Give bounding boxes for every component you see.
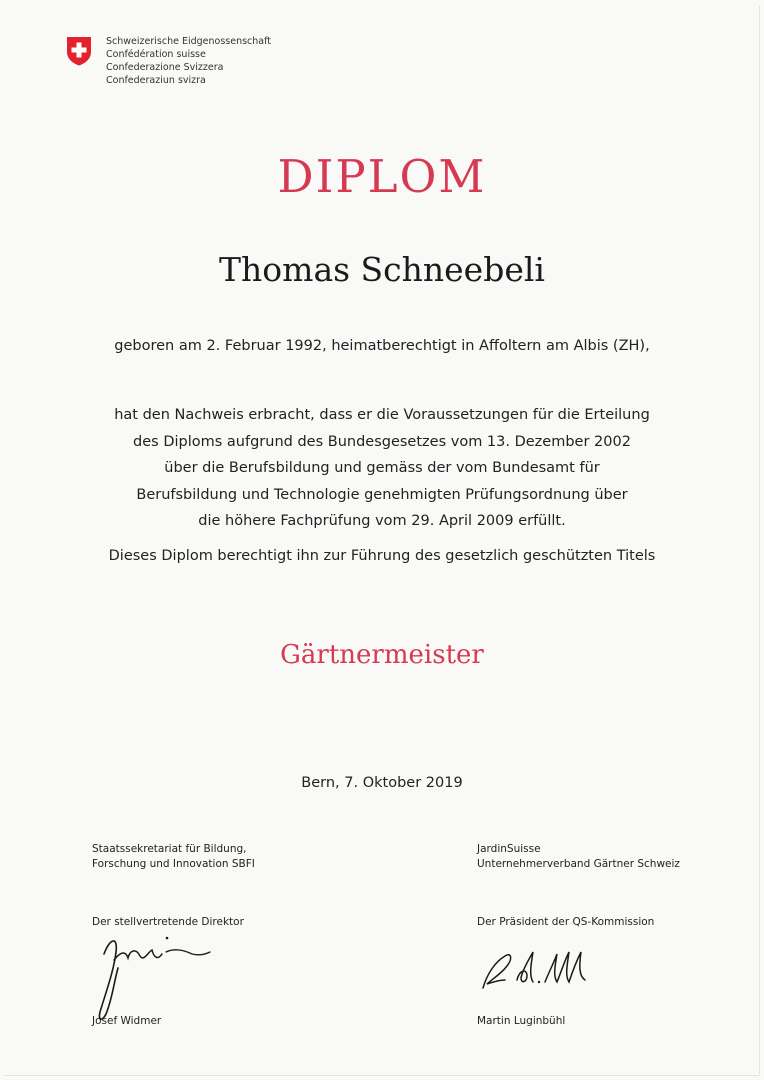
- degree-title: Gärtnermeister: [280, 640, 484, 670]
- federation-line-rm: Confederaziun svizra: [106, 75, 206, 86]
- place-date: Bern, 7. Oktober 2019: [301, 775, 463, 791]
- institution-line: Staatssekretariat für Bildung,: [92, 843, 247, 855]
- body-line: Berufsbildung und Technologie genehmigten Prüfungsordnung über: [136, 486, 628, 503]
- signatory-name: Martin Luginbühl: [477, 1015, 566, 1027]
- institution-line: Unternehmerverband Gärtner Schweiz: [477, 858, 680, 870]
- signatory-left: [92, 842, 332, 1027]
- swiss-cross-shield-icon: [65, 35, 93, 67]
- federation-line-fr: Confédération suisse: [106, 49, 206, 60]
- page-edge-bottom: [4, 1075, 760, 1076]
- signatory-role: Der stellvertretende Direktor: [92, 916, 244, 928]
- federation-name-block: [106, 35, 271, 87]
- birth-line: geboren am 2. Februar 1992, heimatberechtigt in Affoltern am Albis (ZH),: [114, 338, 650, 354]
- signatory-name: Josef Widmer: [92, 1015, 162, 1027]
- signatory-right: [477, 842, 717, 1027]
- body-line: des Diploms aufgrund des Bundesgesetzes vom 13. Dezember 2002: [133, 433, 631, 450]
- recipient-name: Thomas Schneebeli: [219, 250, 545, 289]
- federation-line-de: Schweizerische Eidgenossenschaft: [106, 36, 272, 47]
- handwritten-signature-right: [477, 946, 592, 996]
- body-line: die höhere Fachprüfung vom 29. April 2009 erfüllt.: [198, 513, 566, 529]
- certificate-body: [0, 402, 764, 535]
- institution-line: Forschung und Innovation SBFI: [92, 858, 255, 870]
- diploma-title: DIPLOM: [277, 150, 487, 203]
- institution-line: JardinSuisse: [477, 843, 541, 855]
- title-right-line: Dieses Diplom berechtigt ihn zur Führung des gesetzlich geschützten Titels: [108, 548, 656, 564]
- signatory-role: Der Präsident der QS-Kommission: [477, 916, 655, 928]
- body-line: über die Berufsbildung und gemäss der vom Bundesamt für: [164, 460, 600, 476]
- federation-line-it: Confederazione Svizzera: [106, 62, 224, 73]
- body-line: hat den Nachweis erbracht, dass er die Voraussetzungen für die Erteilung: [114, 407, 650, 423]
- handwritten-signature-left: [92, 930, 222, 1028]
